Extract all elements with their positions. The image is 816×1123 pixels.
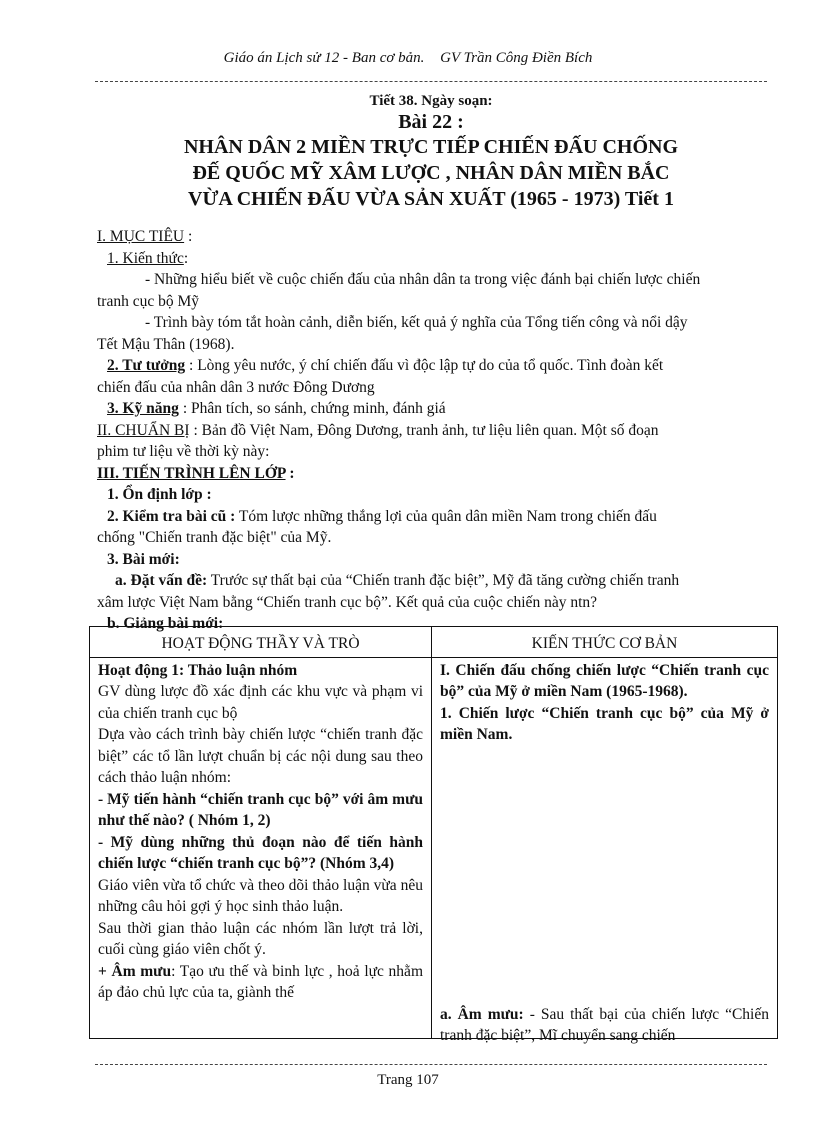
lesson-title-block — [95, 93, 767, 212]
knowledge-heading-1: I. Chiến đấu chống chiến lược “Chiến tranh cục bộ” của Mỹ ở miền Nam (1965-1968). — [440, 661, 769, 700]
attitude-item: 2. Tư tưởng : Lòng yêu nước, ý chí chiến đấu vì độc lập tự do của tổ quốc. Tình đoàn kết — [107, 357, 664, 374]
scheme-text: + Âm mưu: Tạo ưu thế và binh lực , hoả lực nhằm áp đảo chủ lực của ta, giành thế — [98, 962, 423, 1001]
skills-item: 3. Kỹ năng : Phân tích, so sánh, chứng minh, đánh giá — [107, 400, 446, 417]
review-item: 2. Kiểm tra bài cũ : Tóm lược những thắng lợi của quân dân miền Nam trong chiến đấu — [107, 507, 657, 525]
problem-statement-cont: xâm lược Việt Nam bằng “Chiến tranh cục bộ”. Kết quả của cuộc chiến này ntn? — [97, 593, 598, 611]
knowledge-item-1: - Những hiểu biết về cuộc chiến đấu của nhân dân ta trong việc đánh bại chiến lược chiến — [145, 271, 701, 288]
table-row — [90, 657, 778, 1038]
teaching-heading: b. Giảng bài mới: — [107, 615, 224, 632]
knowledge-item-2-cont: Tết Mậu Thân (1968). — [97, 335, 235, 353]
header-teacher: GV Trần Công Điền Bích — [440, 50, 593, 66]
review-item-cont: chống "Chiến tranh đặc biệt" của Mỹ. — [97, 529, 332, 546]
procedure-heading: III. TIẾN TRÌNH LÊN LỚP : — [97, 464, 295, 482]
activities-cell — [90, 657, 432, 1038]
scheme-summary: a. Âm mưu: - Sau thất bại của chiến lược “Chiến tranh đặc biệt”, Mĩ chuyển sang chiến — [440, 1005, 769, 1044]
lesson-title-line-2: ĐẾ QUỐC MỸ XÂM LƯỢC , NHÂN DÂN MIỀN BẮC — [192, 162, 670, 184]
knowledge-item-1-cont: tranh cục bộ Mỹ — [97, 292, 200, 310]
new-lesson-heading: 3. Bài mới: — [107, 550, 180, 568]
group-question-1: - Mỹ tiến hành “chiến tranh cục bộ” với âm mưu như thế nào? ( Nhóm 1, 2) — [98, 790, 423, 829]
activity-text: Sau thời gian thảo luận các nhóm lần lượt trả lời, cuối cùng giáo viên chốt ý. — [98, 919, 423, 958]
lesson-table — [89, 626, 778, 1044]
lesson-body — [97, 226, 769, 635]
section-objectives: I. MỤC TIÊU : — [97, 228, 193, 245]
activity-text: Giáo viên vừa tổ chức và theo dõi thảo luận vừa nêu những câu hỏi gợi ý học sinh thảo luận. — [98, 876, 423, 915]
objectives-heading: I. MỤC TIÊU — [97, 228, 185, 245]
knowledge-cell — [432, 657, 778, 1044]
col-header-knowledge: KIẾN THỨC CƠ BẢN — [432, 627, 778, 658]
table-header-row — [90, 627, 778, 658]
lesson-title-line-3: VỪA CHIẾN ĐẤU VỪA SẢN XUẤT (1965 - 1973) Tiết 1 — [188, 188, 674, 210]
problem-statement: a. Đặt vấn đề: Trước sự thất bại của “Chiến tranh đặc biệt”, Mỹ đã tăng cường chiến tranh — [115, 572, 680, 589]
header-subject: Giáo án Lịch sử 12 - Ban cơ bản. — [223, 50, 425, 66]
preparation-item-cont: phim tư liệu về thời kỳ này: — [97, 443, 270, 460]
lesson-line: Tiết 38. Ngày soạn: — [369, 93, 493, 109]
header-divider — [95, 81, 767, 82]
activity-1-title: Hoạt động 1: Thảo luận nhóm — [98, 661, 298, 679]
knowledge-heading: 1. Kiến thức: — [107, 249, 189, 267]
preparation-item: II. CHUẨN BỊ : Bản đồ Việt Nam, Đông Dương, tranh ảnh, tư liệu liên quan. Một số đoạn — [97, 421, 659, 439]
lesson-title-line-1: NHÂN DÂN 2 MIỀN TRỰC TIẾP CHIẾN ĐẤU CHỐNG — [183, 136, 679, 158]
group-question-2: - Mỹ dùng những thủ đoạn nào để tiến hành chiến lược “chiến tranh cục bộ”? (Nhóm 3,4) — [98, 833, 423, 872]
activity-text: GV dùng lược đồ xác định các khu vực và phạm vi của chiến tranh cục bộ — [98, 683, 423, 722]
knowledge-item-2: - Trình bày tóm tắt hoàn cảnh, diễn biến, kết quả ý nghĩa của Tổng tiến công và nổi dậy — [145, 314, 688, 331]
class-stabilization: 1. Ổn định lớp : — [107, 486, 212, 503]
attitude-item-cont: chiến đấu của nhân dân 3 nước Đông Dương — [97, 378, 375, 396]
lesson-number: Bài 22 : — [398, 111, 464, 133]
activity-text: Dựa vào cách trình bày chiến lược “chiến tranh đặc biệt” các tổ lần lượt chuẩn bị các nội dung sau theo cách thảo luận nhóm: — [98, 726, 423, 786]
col-header-activities: HOẠT ĐỘNG THẦY VÀ TRÒ — [90, 627, 432, 658]
footer-divider — [95, 1064, 767, 1065]
knowledge-heading-2: 1. Chiến lược “Chiến tranh cục bộ” của Mỹ ở miền Nam. — [440, 704, 769, 743]
page-header — [0, 50, 816, 67]
page-number: Trang 107 — [377, 1072, 439, 1088]
